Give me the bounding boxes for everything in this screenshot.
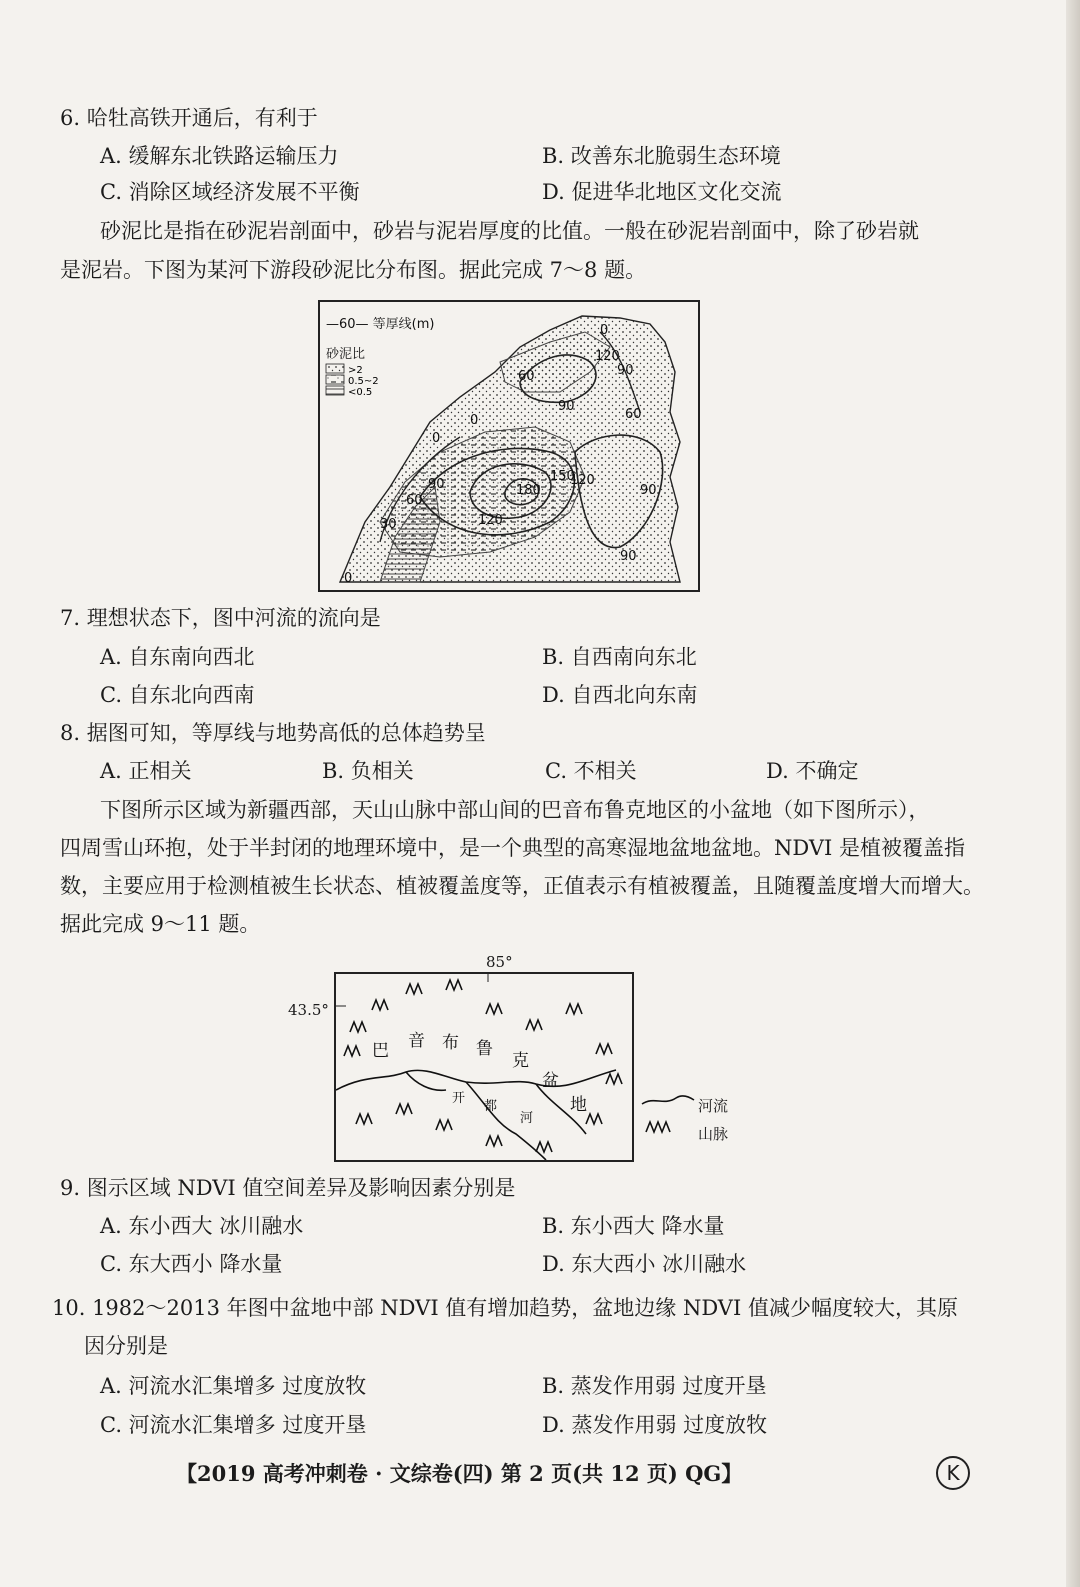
mountain-icon	[436, 1120, 452, 1130]
river-char: 河	[520, 1111, 534, 1126]
mountain-icon	[356, 1114, 372, 1124]
q10-option-b: B. 蒸发作用弱 过度开垦	[542, 1374, 767, 1398]
contour-label: 90	[558, 399, 575, 414]
contour-label: 120	[595, 349, 620, 364]
contour-label: 60	[625, 407, 642, 422]
river-path	[466, 1082, 546, 1160]
contour-label: 150	[550, 469, 575, 484]
place-char: 盆	[542, 1071, 559, 1091]
q9-option-c: C. 东大西小 降水量	[100, 1252, 283, 1276]
intro2-line2: 四周雪山环抱，处于半封闭的地理环境中，是一个典型的高寒湿地盆地盆地。NDVI 是植被覆盖指	[60, 836, 965, 860]
mountain-icon	[396, 1104, 412, 1114]
mountain-icon	[566, 1004, 582, 1014]
contour-label: 90	[428, 477, 445, 492]
legend-river-icon	[642, 1096, 694, 1104]
contour-label: 0	[470, 413, 479, 428]
mountain-icon	[526, 1020, 542, 1030]
legend-swatch-high	[326, 364, 344, 373]
q7-option-b: B. 自西南向东北	[542, 645, 697, 669]
contour-label: 180	[516, 483, 541, 498]
q6-option-d: D. 促进华北地区文化交流	[542, 180, 782, 204]
q9-option-b: B. 东小西大 降水量	[542, 1214, 725, 1238]
contour-label: 120	[478, 513, 503, 528]
q7-stem: 7. 理想状态下，图中河流的流向是	[60, 606, 381, 630]
river-lines	[336, 1070, 616, 1160]
mountain-icon	[446, 980, 462, 990]
mountain-icon	[606, 1074, 622, 1084]
q7-option-c: C. 自东北向西南	[100, 683, 255, 707]
legend-mountain-icon	[646, 1122, 670, 1132]
mountain-icon	[486, 1004, 502, 1014]
q9-option-a: A. 东小西大 冰川融水	[100, 1214, 304, 1238]
contour-label: 90	[617, 363, 634, 378]
legend-mountain-label: 山脉	[698, 1125, 729, 1143]
q10-option-d: D. 蒸发作用弱 过度放牧	[542, 1413, 768, 1437]
contour-label: 0	[600, 323, 609, 338]
contour-label: 30	[380, 517, 397, 532]
basin-map-svg	[336, 974, 632, 1160]
mountain-icon	[350, 1022, 366, 1032]
q9-stem: 9. 图示区域 NDVI 值空间差异及影响因素分别是	[60, 1176, 516, 1200]
legend-item-1: 0.5~2	[348, 376, 379, 387]
legend-swatch-low	[326, 386, 344, 395]
contour-label: 60	[406, 493, 423, 508]
place-char: 巴	[372, 1041, 389, 1061]
legend-item-0: >2	[348, 365, 363, 376]
q6-stem: 6. 哈牡高铁开通后，有利于	[60, 106, 318, 130]
legend-title: 砂泥比	[326, 347, 366, 362]
q10-option-c: C. 河流水汇集增多 过度开垦	[100, 1413, 367, 1437]
q7-option-d: D. 自西北向东南	[542, 683, 698, 707]
q10-stem-line1: 10. 1982～2013 年图中盆地中部 NDVI 值有增加趋势，盆地边缘 NDVI 值减少幅度较大，其原	[52, 1296, 958, 1320]
river-char: 都	[484, 1099, 498, 1114]
mountain-icon	[406, 984, 422, 994]
intro2-line4: 据此完成 9～11 题。	[60, 912, 261, 936]
contour-label: 120	[570, 473, 595, 488]
legend-swatch-mid	[326, 375, 344, 384]
contour-label: 90	[640, 483, 657, 498]
contour-label: 0	[432, 431, 441, 446]
basin-map	[334, 972, 634, 1162]
q10-option-a: A. 河流水汇集增多 过度放牧	[100, 1374, 367, 1398]
mountain-icon	[486, 1136, 502, 1146]
place-char: 音	[408, 1031, 425, 1051]
intro2-line3: 数，主要应用于检测植被生长状态、植被覆盖度等，正值表示有植被覆盖，且随覆盖度增大而增大。	[60, 874, 984, 898]
sand-mud-map-svg	[320, 302, 698, 590]
latitude-label: 43.5°	[288, 1001, 329, 1019]
q10-stem-line2: 因分别是	[84, 1334, 168, 1358]
q6-option-b: B. 改善东北脆弱生态环境	[542, 144, 781, 168]
river-path	[336, 1070, 616, 1090]
river-char: 开	[452, 1091, 466, 1106]
mountain-icon	[596, 1044, 612, 1054]
mountain-icon	[372, 1000, 388, 1010]
q8-stem: 8. 据图可知，等厚线与地势高低的总体趋势呈	[60, 721, 486, 745]
mountain-icon	[586, 1114, 602, 1124]
page-edge	[1066, 0, 1080, 1587]
q8-option-d: D. 不确定	[766, 759, 859, 783]
q8-option-c: C. 不相关	[545, 759, 637, 783]
q6-option-a: A. 缓解东北铁路运输压力	[100, 144, 339, 168]
river-labels	[452, 1091, 533, 1126]
intro1-line2: 是泥岩。下图为某河下游段砂泥比分布图。据此完成 7～8 题。	[60, 258, 647, 282]
corner-mark: K	[936, 1456, 970, 1490]
intro1-line1: 砂泥比是指在砂泥岩剖面中，砂岩与泥岩厚度的比值。一般在砂泥岩剖面中，除了砂岩就	[100, 219, 919, 243]
sand-mud-ratio-map	[318, 300, 700, 592]
place-char: 克	[512, 1051, 529, 1071]
contour-label: 0	[344, 571, 353, 586]
q6-option-c: C. 消除区域经济发展不平衡	[100, 180, 360, 204]
legend-item-2: <0.5	[348, 387, 373, 398]
place-char: 布	[442, 1033, 459, 1053]
place-char: 地	[570, 1095, 587, 1115]
page-footer: 【2019 高考冲刺卷 · 文综卷(四) 第 2 页(共 12 页) QG】	[176, 1461, 743, 1486]
longitude-label: 85°	[486, 953, 513, 971]
legend-river-label: 河流	[698, 1097, 729, 1115]
contour-label: 60	[518, 369, 535, 384]
mountain-icon	[536, 1142, 552, 1152]
mountain-icon	[344, 1046, 360, 1056]
intro2-line1: 下图所示区域为新疆西部，天山山脉中部山间的巴音布鲁克地区的小盆地（如下图所示），	[100, 798, 930, 822]
place-char: 鲁	[476, 1039, 493, 1059]
q8-option-a: A. 正相关	[100, 759, 192, 783]
contour-label: 90	[620, 549, 637, 564]
q8-option-b: B. 负相关	[322, 759, 414, 783]
q7-option-a: A. 自东南向西北	[100, 645, 255, 669]
map2-legend-symbols	[640, 1088, 696, 1136]
q9-option-d: D. 东大西小 冰川融水	[542, 1252, 747, 1276]
legend-contour: —60— 等厚线(m)	[326, 317, 435, 332]
